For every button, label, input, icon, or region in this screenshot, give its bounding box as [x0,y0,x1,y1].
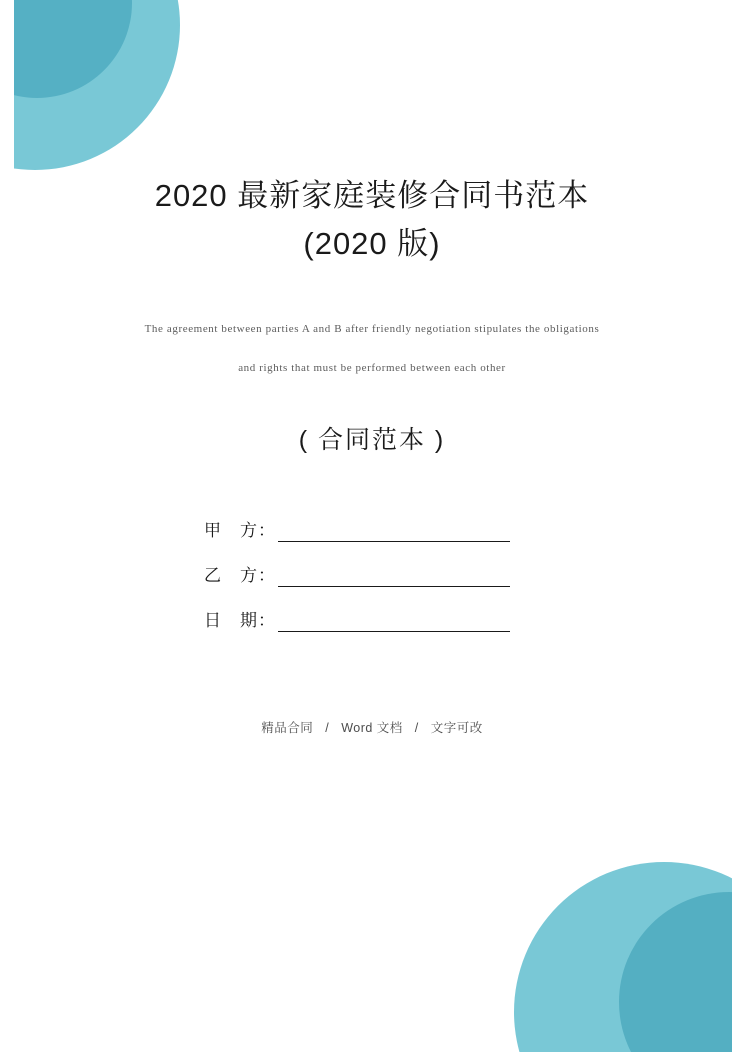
bottom-right-circle-dark-decoration [619,892,744,1052]
footer-note [96,718,648,736]
field-row-party-b [204,565,648,587]
page-title-line-1: 2020 最新家庭装修合同书范本 [154,178,590,213]
field-input-party-b[interactable] [278,568,510,587]
field-label-party-b: 乙 方： [204,566,276,585]
footer-item-3: 文字可改 [430,721,483,735]
signature-fields [96,520,648,632]
page-title-line-2: (2020 版) [303,226,441,261]
field-label-party-a: 甲 方： [204,521,276,540]
english-subtitle-line-2: obligations and rights that must be performed between each other [238,323,600,374]
footer-item-2: Word 文档 [341,721,403,735]
english-subtitle-line-1: The agreement between parties A and B after friendly negotiation stipulates the [144,323,541,335]
field-input-date[interactable] [278,613,510,632]
footer-separator-2: / [414,721,419,735]
page-title [96,0,648,268]
field-row-date [204,610,648,632]
english-subtitle [142,310,602,388]
field-label-date: 日 期： [204,611,276,630]
field-row-party-a [204,520,648,542]
document-kind-label: ( 合同范本 ) [298,426,446,454]
field-input-party-a[interactable] [278,523,510,542]
footer-separator-1: / [325,721,330,735]
bottom-right-circle-light-decoration [514,862,744,1052]
footer-item-1: 精品合同 [261,721,314,735]
